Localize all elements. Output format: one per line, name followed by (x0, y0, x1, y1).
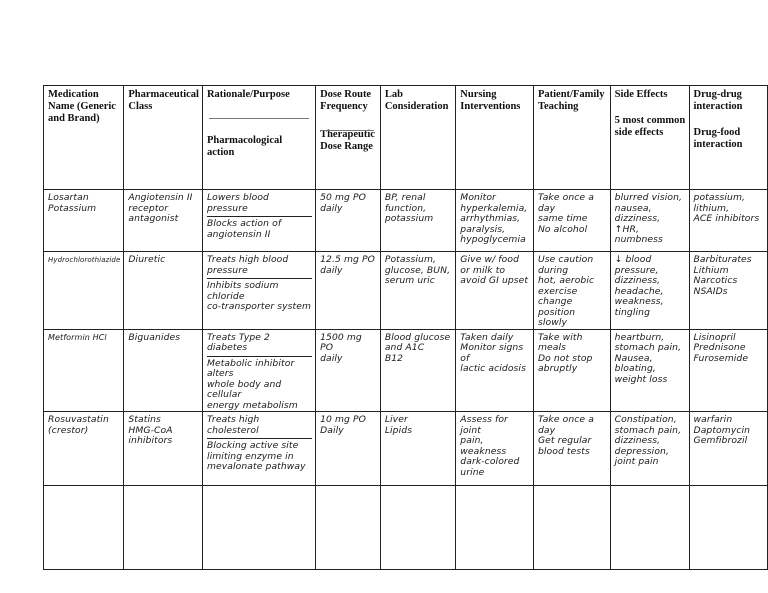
header-teaching: Patient/Family Teaching (533, 86, 610, 190)
cell-lab: BP, renal function, potassium (380, 190, 455, 252)
cell-lab: Potassium, glucose, BUN, serum uric (380, 252, 455, 330)
cell-empty (456, 486, 534, 570)
medication-table (43, 85, 768, 570)
cell-interaction: Lisinopril Prednisone Furosemide (689, 329, 767, 412)
cell-dose: 1500 mg PO daily (316, 329, 381, 412)
header-divider (322, 130, 374, 131)
cell-dose: 50 mg PO daily (316, 190, 381, 252)
cell-empty (124, 486, 203, 570)
cell-rationale: Treats Type 2 diabetes Metabolic inhibitor alters whole body and cellular energy metabolism (202, 329, 315, 412)
cell-rationale: Treats high blood pressure Inhibits sodium chloride co-transporter system (202, 252, 315, 330)
cell-side-effects: blurred vision, nausea, dizziness, ↑HR, numbness (610, 190, 689, 252)
header-dose: Dose Route Frequency Therapeutic Dose Range (316, 86, 381, 190)
table-row (44, 190, 768, 252)
cell-pharm-class: Statins HMG-CoA inhibitors (124, 412, 203, 486)
header-pharm-class: Pharmaceutical Class (124, 86, 203, 190)
cell-nursing: Taken daily Monitor signs of lactic acidosis (456, 329, 534, 412)
cell-rationale: Treats high cholesterol Blocking active site limiting enzyme in mevalonate pathway (202, 412, 315, 486)
header-nursing: Nursing Interventions (456, 86, 534, 190)
cell-nursing: Assess for joint pain, weakness dark-colored urine (456, 412, 534, 486)
cell-nursing: Give w/ food or milk to avoid GI upset (456, 252, 534, 330)
cell-empty (533, 486, 610, 570)
header-interaction: Drug-drug interaction Drug-food interaction (689, 86, 767, 190)
cell-side-effects: Constipation, stomach pain, dizziness, depression, joint pain (610, 412, 689, 486)
cell-teaching: Use caution during hot, aerobic exercise change position slowly (533, 252, 610, 330)
cell-pharm-class: Biguanides (124, 329, 203, 412)
header-side-effects: Side Effects 5 most common side effects (610, 86, 689, 190)
cell-teaching: Take once a day same time No alcohol (533, 190, 610, 252)
header-row (44, 86, 768, 190)
table-row (44, 412, 768, 486)
cell-dose: 12.5 mg PO daily (316, 252, 381, 330)
header-lab: Lab Consideration (380, 86, 455, 190)
cell-empty (689, 486, 767, 570)
cell-medication: Hydrochlorothiazide (44, 252, 124, 330)
cell-empty (44, 486, 124, 570)
cell-nursing: Monitor hyperkalemia, arrhythmias, paralysis, hypoglycemia (456, 190, 534, 252)
cell-dose: 10 mg PO Daily (316, 412, 381, 486)
table-row-empty (44, 486, 768, 570)
cell-interaction: Barbiturates Lithium Narcotics NSAIDs (689, 252, 767, 330)
cell-medication: Rosuvastatin (crestor) (44, 412, 124, 486)
cell-pharm-class: Diuretic (124, 252, 203, 330)
cell-empty (610, 486, 689, 570)
header-divider (209, 118, 309, 119)
table-row (44, 329, 768, 412)
cell-medication: Losartan Potassium (44, 190, 124, 252)
cell-rationale: Lowers blood pressure Blocks action of angiotensin II (202, 190, 315, 252)
table-row (44, 252, 768, 330)
cell-teaching: Take with meals Do not stop abruptly (533, 329, 610, 412)
cell-teaching: Take once a day Get regular blood tests (533, 412, 610, 486)
cell-empty (316, 486, 381, 570)
cell-lab: Liver Lipids (380, 412, 455, 486)
cell-lab: Blood glucose and A1C B12 (380, 329, 455, 412)
header-rationale: Rationale/Purpose Pharmacological action (202, 86, 315, 190)
cell-interaction: potassium, lithium, ACE inhibitors (689, 190, 767, 252)
cell-empty (202, 486, 315, 570)
cell-pharm-class: Angiotensin II receptor antagonist (124, 190, 203, 252)
cell-side-effects: ↓ blood pressure, dizziness, headache, weakness, tingling (610, 252, 689, 330)
header-medication: Medication Name (Generic and Brand) (44, 86, 124, 190)
cell-medication: Metformin HCl (44, 329, 124, 412)
cell-side-effects: heartburn, stomach pain, Nausea, bloating, weight loss (610, 329, 689, 412)
cell-empty (380, 486, 455, 570)
cell-interaction: warfarin Daptomycin Gemfibrozil (689, 412, 767, 486)
